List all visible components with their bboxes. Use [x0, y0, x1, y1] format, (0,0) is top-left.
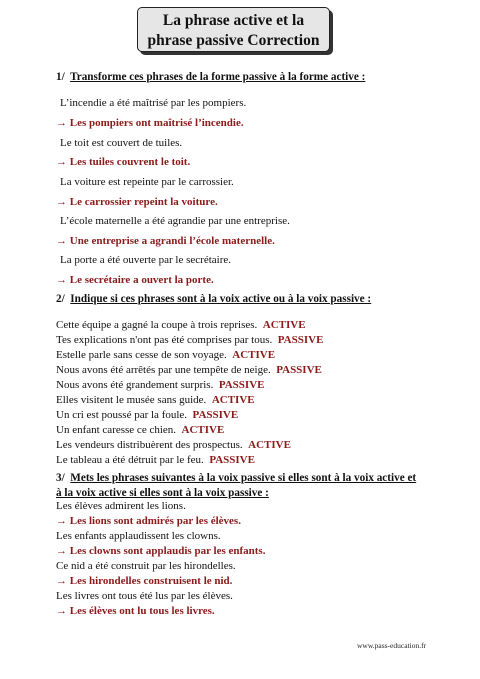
- section1-heading: [56, 71, 365, 83]
- s2-voice-9: ACTIVE: [248, 439, 291, 451]
- s2-voice-4: PASSIVE: [276, 364, 322, 376]
- s2-item-6: [56, 394, 255, 406]
- s2-voice-3: ACTIVE: [232, 349, 276, 361]
- section1-number: 1/: [56, 71, 65, 83]
- s3-answer-2: → Les clowns sont applaudis par les enfants.: [56, 545, 266, 557]
- section3-heading-line2: à la voix active si elles sont à la voix passive :: [56, 487, 269, 499]
- s2-sentence-4: Nous avons été arrêtés par une tempête de neige.: [56, 364, 271, 376]
- section2-heading: [56, 293, 371, 305]
- s1-question-5: La porte a été ouverte par le secrétaire.: [60, 254, 232, 266]
- s3-question-3: Ce nid a été construit par les hirondelles.: [56, 560, 236, 572]
- s3-question-2: Les enfants applaudissent les clowns.: [56, 530, 221, 542]
- s2-item-3: [56, 349, 275, 361]
- s2-item-8: [56, 424, 224, 436]
- s1-question-2: Le toit est couvert de tuiles.: [60, 137, 183, 149]
- s2-voice-2: PASSIVE: [277, 334, 324, 346]
- s1-answer-2: → Les tuiles couvrent le toit.: [56, 156, 191, 168]
- s2-sentence-5: Nous avons été grandement surpris.: [56, 379, 214, 391]
- s2-voice-6: ACTIVE: [211, 394, 255, 406]
- s1-question-3: La voiture est repeinte par le carrossier.: [60, 176, 234, 188]
- s2-sentence-2: Tes explications n'ont pas été comprises par tous.: [56, 334, 273, 346]
- s2-voice-7: PASSIVE: [192, 409, 239, 421]
- s2-sentence-7: Un cri est poussé par la foule.: [56, 409, 188, 421]
- footer-website: www.pass-education.fr: [357, 641, 427, 650]
- s1-answer-4: → Une entreprise a agrandi l’école maternelle.: [56, 235, 275, 247]
- s1-answer-5: → Le secrétaire a ouvert la porte.: [56, 274, 214, 286]
- s2-sentence-9: Les vendeurs distribuèrent des prospectus.: [56, 439, 243, 451]
- s3-question-4: Les livres ont tous été lus par les élèves.: [56, 590, 233, 602]
- s2-voice-5: PASSIVE: [218, 379, 265, 391]
- s2-item-7: [56, 409, 238, 421]
- section2-number: 2/: [56, 293, 65, 305]
- s2-item-2: [56, 334, 323, 346]
- s2-item-9: [56, 439, 291, 451]
- s2-item-5: [56, 379, 264, 391]
- section3-heading-line1: Mets les phrases suivantes à la voix passive si elles sont à la voix active et: [70, 472, 417, 484]
- s1-answer-3: → Le carrossier repeint la voiture.: [56, 196, 218, 208]
- s2-item-4: [56, 364, 322, 376]
- s1-question-1: L’incendie a été maîtrisé par les pompiers.: [60, 97, 247, 109]
- s2-sentence-6: Elles visitent le musée sans guide.: [56, 394, 207, 406]
- s3-question-1: Les élèves admirent les lions.: [56, 500, 186, 512]
- page-title-box: [137, 7, 330, 52]
- page-title-line2: phrase passive Correction: [147, 32, 320, 49]
- section1-heading-text: Transforme ces phrases de la forme passive à la forme active :: [70, 71, 366, 83]
- s2-sentence-1: Cette équipe a gagné la coupe à trois reprises.: [56, 319, 258, 331]
- s2-item-1: [56, 319, 306, 331]
- s2-sentence-10: Le tableau a été détruit par le feu.: [56, 454, 204, 466]
- s3-answer-1: → Les lions sont admirés par les élèves.: [56, 515, 241, 527]
- section3-heading: [56, 471, 436, 501]
- s3-answer-4: → Les élèves ont lu tous les livres.: [56, 605, 215, 617]
- s2-voice-10: PASSIVE: [209, 454, 255, 466]
- section2-heading-text: Indique si ces phrases sont à la voix active ou à la voix passive :: [70, 293, 372, 305]
- page-title-line1: La phrase active et la: [162, 12, 305, 29]
- s2-sentence-3: Estelle parle sans cesse de son voyage.: [56, 349, 227, 361]
- s2-voice-8: ACTIVE: [181, 424, 225, 436]
- s2-item-10: [56, 454, 255, 466]
- s2-sentence-8: Un enfant caresse ce chien.: [56, 424, 177, 436]
- s1-answer-1: → Les pompiers ont maîtrisé l’incendie.: [56, 117, 244, 129]
- s3-answer-3: → Les hirondelles construisent le nid.: [56, 575, 233, 587]
- s1-question-4: L’école maternelle a été agrandie par une entreprise.: [60, 215, 290, 227]
- s2-voice-1: ACTIVE: [262, 319, 306, 331]
- section3-number: 3/: [56, 472, 65, 484]
